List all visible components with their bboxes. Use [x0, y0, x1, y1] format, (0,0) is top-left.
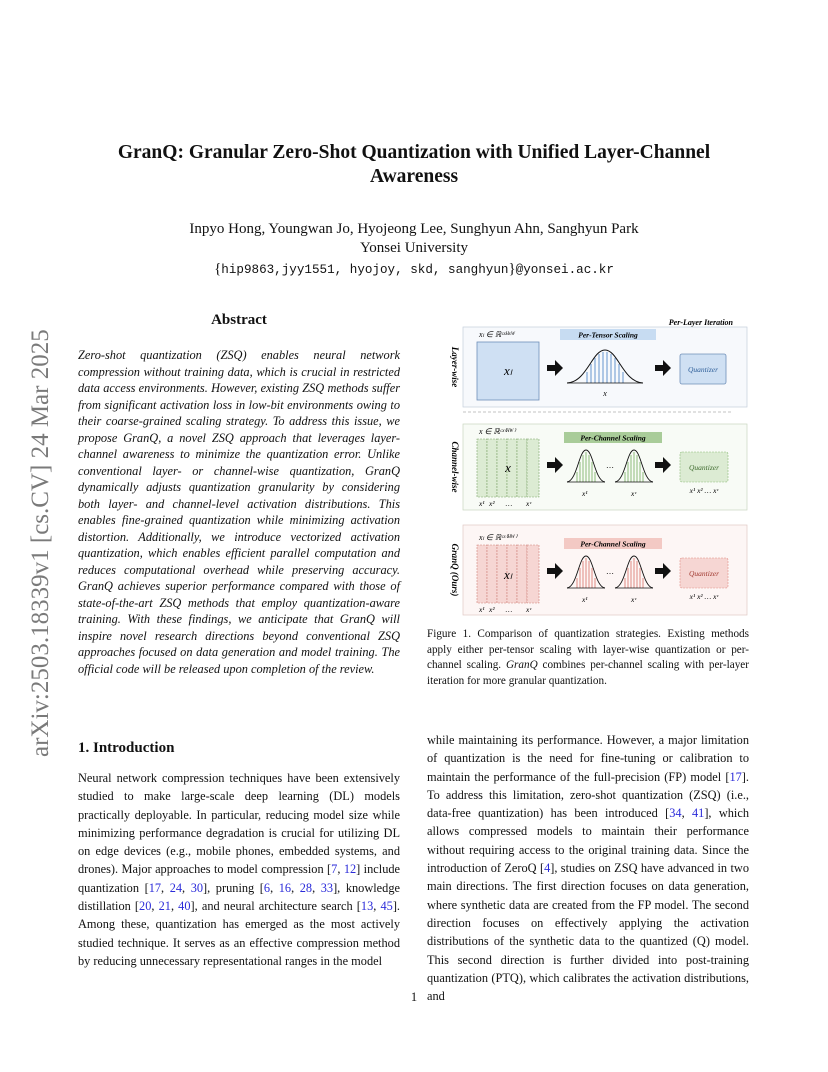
scaling-label: Per-Channel Scaling [580, 539, 646, 549]
figure-1-diagram [427, 312, 749, 618]
dist-label: x¹ [582, 489, 588, 498]
citation-link[interactable]: 30 [190, 880, 204, 895]
email-ids: hip9863,jyy1551, hyojoy, skd, sanghyun [221, 263, 509, 277]
scaling-label: Per-Channel Scaling [580, 433, 646, 443]
arxiv-stamp-text: arXiv:2503.18339v1 [cs.CV] 24 Mar 2025 [27, 329, 54, 757]
caption-text: combines per-channel scaling with per-layer iteration for more granular quantization. [427, 659, 750, 687]
email-brace-close: } [508, 261, 516, 277]
paper-title: GranQ: Granular Zero-Shot Quantization with Unified Layer-Channel Awareness [117, 142, 711, 187]
input-expr: x ∈ ℝᶜˣ⁽ᴴᵂ⁾ [479, 427, 516, 436]
scaling-label: Per-Tensor Scaling [578, 330, 638, 340]
citation-link[interactable]: 45 [380, 899, 393, 914]
text-run: , [182, 880, 191, 895]
block-label: xₗ [504, 567, 512, 582]
text-run: , [151, 899, 159, 914]
dist-label: xᶜ [631, 595, 637, 604]
email-domain: @yonsei.ac.kr [515, 263, 614, 277]
right-column-text [427, 731, 749, 1005]
top-right-label: Per-Layer Iteration [668, 318, 733, 327]
citation-link[interactable]: 17 [148, 880, 162, 895]
quantizer-label: Quantizer [689, 569, 719, 578]
figure-1 [427, 312, 749, 618]
citation-link[interactable]: 17 [729, 769, 742, 784]
block-label: x [505, 460, 511, 475]
text-run: , [312, 880, 321, 895]
citation-link[interactable]: 21 [158, 899, 171, 914]
text-run: ]. To address this limitation, zero-shot quantization (ZSQ) (i.e., data-free quantization) has been introduced [ [427, 769, 749, 821]
email-brace-open: { [214, 261, 222, 277]
affiliation: Yonsei University [359, 240, 469, 256]
text-run: , [291, 880, 300, 895]
figure-1-caption [427, 627, 749, 689]
citation-link[interactable]: 28 [299, 880, 313, 895]
text-run: ], studies on ZSQ have advanced in two main directions. The first direction focuses on data generation, where synthetic data are created from the FP model. The second direction focuses on effectively applying the activation distributions of the synthetic data to the quantized (Q) model. This second direction is further divided into post-training quantization (PTQ), which calibrates the activation distributions, and [427, 861, 749, 1004]
channel-label: … [505, 605, 513, 614]
text-run: ], knowledge distillation [ [78, 880, 400, 914]
abstract-heading: Abstract [211, 312, 267, 328]
citation-link[interactable]: 6 [263, 880, 271, 895]
text-run: ]. Among these, quantization has emerged as the most actively studied technique. It serves as an effective compression method by reducing unnecessary representational ranges in the model [78, 899, 401, 968]
email-line [90, 260, 738, 279]
citation-link[interactable]: 16 [278, 880, 292, 895]
citation-link[interactable]: 34 [669, 806, 682, 821]
citation-link[interactable]: 20 [139, 899, 152, 914]
citation-link[interactable]: 33 [320, 880, 334, 895]
input-expr: xₗ ∈ ℝᶜˣ⁽ᴴᵂ⁾ [479, 533, 517, 542]
page-number: 1 [410, 990, 418, 1004]
channel-label: x² [489, 605, 495, 614]
ellipsis-text: … [606, 567, 614, 576]
channel-label: x¹ [479, 605, 485, 614]
citation-link[interactable]: 12 [343, 862, 357, 877]
text-run: , [170, 899, 179, 914]
text-run: ], pruning [ [203, 880, 264, 895]
text-run: , [337, 862, 344, 877]
citation-link[interactable]: 24 [169, 880, 183, 895]
channel-label: xᶜ [526, 499, 532, 508]
channel-label: xᶜ [526, 605, 532, 614]
text-run: ] include quantization [ [78, 862, 401, 895]
introduction-text [78, 769, 400, 970]
block-label: xₗ [504, 363, 512, 378]
row-label-layer-wise: Layer-wise [450, 346, 460, 388]
citation-link[interactable]: 4 [544, 861, 551, 876]
dist-label: x [603, 389, 607, 398]
quantizer-label: Quantizer [688, 365, 718, 374]
text-run: , [373, 899, 381, 914]
text-run: , [681, 806, 692, 821]
arxiv-stamp [18, 262, 56, 762]
dist-label: xᶜ [631, 489, 637, 498]
caption-text: Figure 1. Comparison of quantization strategies. Existing methods apply either per-tensor scaling with layer-wise quantization or per-channel scaling. [427, 628, 749, 671]
text-run: , [161, 880, 170, 895]
row-label-granq: GranQ (Ours) [450, 543, 460, 597]
channel-label: x² [489, 499, 495, 508]
text-run: while maintaining its performance. However, a major limitation of quantization is the need for fine-tuning or calibration to maintain the performance of the full-precision (FP) model [ [427, 733, 749, 784]
citation-link[interactable]: 40 [178, 899, 191, 914]
row-label-channel-wise: Channel-wise [450, 441, 460, 493]
section-heading-introduction: 1. Introduction [78, 740, 175, 756]
citation-link[interactable]: 7 [331, 862, 338, 877]
quantizer-channel-labels: x¹ x² … xᶜ [689, 486, 719, 495]
text-run: ], and neural architecture search [ [190, 899, 361, 914]
citation-link[interactable]: 41 [691, 806, 705, 821]
channel-label: x¹ [479, 499, 485, 508]
text-run: ], which allows compressed models to maintain their performance without requiring access to the original training data. Since the introduction of ZeroQ [ [427, 806, 749, 876]
channel-label: … [505, 499, 513, 508]
author-list: Inpyo Hong, Youngwan Jo, Hyojeong Lee, Sunghyun Ahn, Sanghyun Park [189, 221, 639, 237]
abstract-text: Zero-shot quantization (ZSQ) enables neural network compression without training data, which is crucial in restricted data access environments. However, existing ZSQ methods suffer from significant activation loss in low-bit environments owing to their coarse-grained scaling strategy. To address this issue, we propose GranQ, a novel ZSQ approach that leverages layer-channel awareness to minimize the quantization error. Unlike conventional layer- or channel-wise quantization, GranQ dynamically adjusts quantization granularity by considering both layer- and channel-level activation distributions. This enables fine-grained quantization while minimizing activation distortion. Additionally, we introduce vectorized activation quantization, which enables efficient parallel computation and reduces computational overhead while preserving accuracy. GranQ achieves superior performance compared with those of state-of-the-art ZSQ methods that employ quantization-aware training. With these findings, we anticipate that GranQ will inspire novel research directions beyond conventional ZSQ approaches focused on data generation and model training. The official code will be released upon completion of the review. [78, 348, 400, 676]
ellipsis-text: … [606, 461, 614, 470]
text-run: Neural network compression techniques have been extensively studied to make large-scale deep learning (DL) models practically deployable. In particular, reducing model size while minimizing performance degradation is crucial for utilizing DL on edge devices (e.g., mobile phones, embedded systems, and drones). Major approaches to model compression [ [78, 771, 400, 877]
quantizer-label: Quantizer [689, 463, 719, 472]
caption-emphasis: GranQ [505, 659, 538, 671]
dist-label: x¹ [582, 595, 588, 604]
citation-link[interactable]: 13 [360, 899, 374, 914]
text-run: , [270, 880, 279, 895]
quantizer-channel-labels: x¹ x² … xᶜ [689, 592, 719, 601]
input-expr: xₗ ∈ ℝᶜˣᴴˣᵂ [479, 330, 516, 339]
